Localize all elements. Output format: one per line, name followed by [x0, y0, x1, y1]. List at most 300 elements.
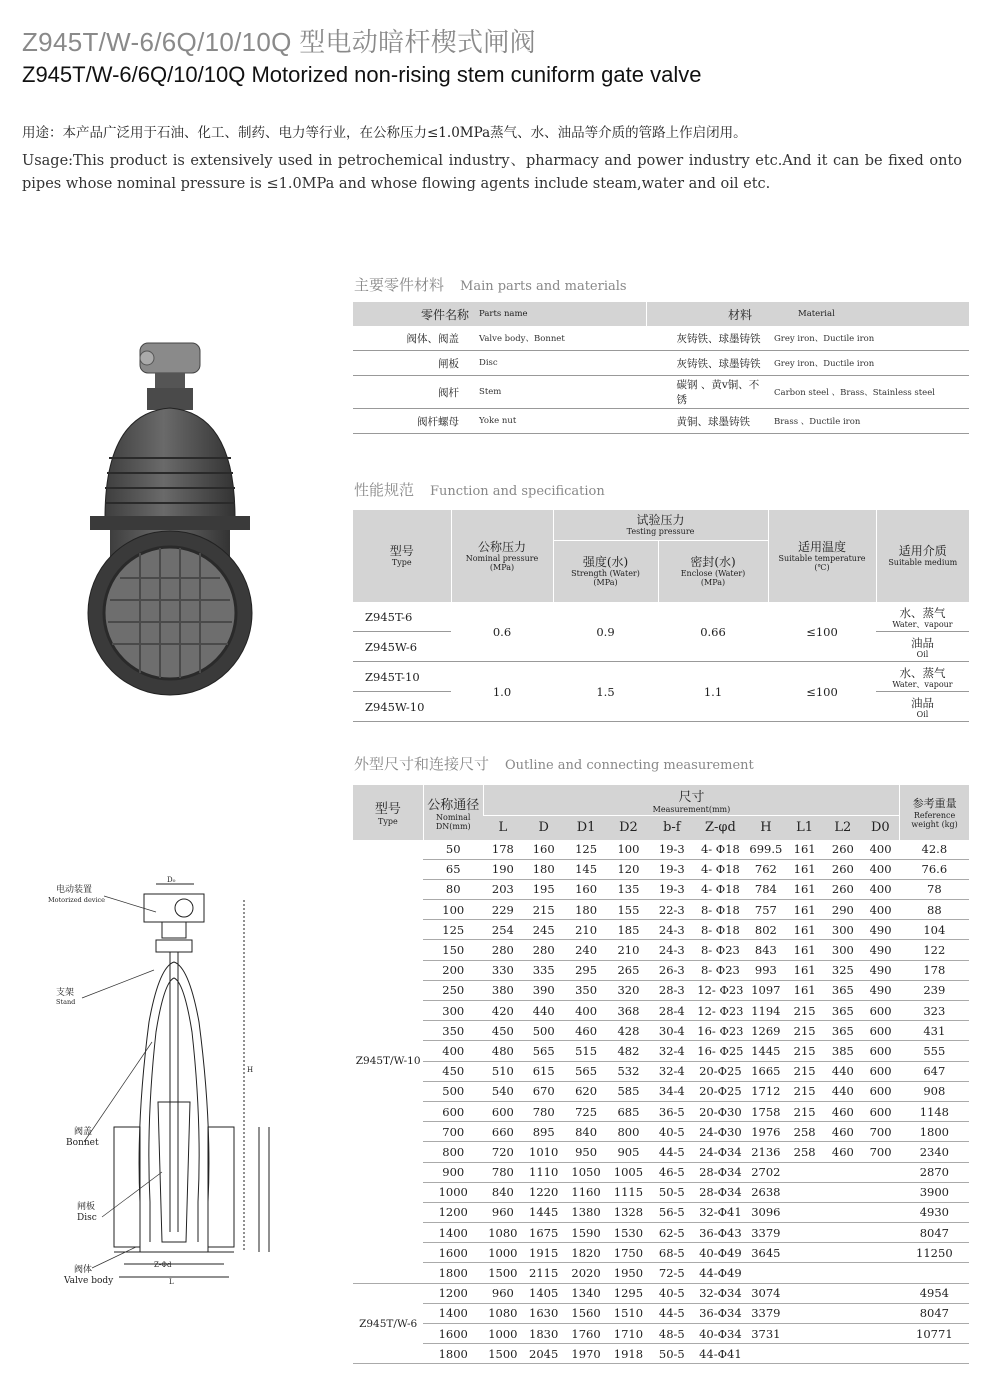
dim-cell: 1097: [747, 980, 785, 1000]
spec-enclose: 1.1: [658, 662, 768, 722]
dim-cell: 400: [861, 840, 899, 860]
dim-cell: 700: [423, 1122, 483, 1142]
dim-cell: 215: [522, 900, 564, 920]
spec-st-unit: (MPa): [593, 577, 618, 587]
dim-cell: 2020: [565, 1263, 607, 1283]
dim-row: [353, 1021, 969, 1041]
part-name-cn: 阀体、阀盖: [353, 326, 473, 351]
dim-cell: 295: [565, 960, 607, 980]
dim-cell: 290: [824, 900, 861, 920]
dim-cell: 280: [522, 940, 564, 960]
spec-np-unit: (MPa): [489, 562, 515, 572]
dim-cell: 258: [785, 1122, 824, 1142]
dim-cell: 215: [785, 1061, 824, 1081]
dim-cell: 40-Φ49: [694, 1243, 747, 1263]
dim-row: [353, 1001, 969, 1021]
parts-row: [353, 409, 969, 434]
dim-row: [353, 940, 969, 960]
dim-cell: 802: [747, 920, 785, 940]
dim-row: [353, 1041, 969, 1061]
dim-cell: 1405: [522, 1283, 564, 1303]
dim-cell: 1005: [607, 1162, 649, 1182]
dim-cell: 215: [785, 1001, 824, 1021]
dim-col-header: H: [747, 816, 785, 840]
dim-cell: 2702: [747, 1162, 785, 1182]
dim-cell: 68-5: [650, 1243, 694, 1263]
dim-cell: 145: [565, 859, 607, 879]
dim-section-cn: 外型尺寸和连接尺寸: [354, 755, 490, 773]
dim-cell: 100: [607, 840, 649, 860]
dim-cell: 16- Φ25: [694, 1041, 747, 1061]
spec-medium-cn: 油品: [911, 695, 934, 710]
dim-cell: 440: [824, 1061, 861, 1081]
spec-temp: ≤100: [768, 662, 876, 722]
material-en: Grey iron、Ductile iron: [768, 326, 969, 351]
dim-cell: 1590: [565, 1223, 607, 1243]
dim-cell: [861, 1324, 899, 1344]
spec-medium-cn: 水、蒸气: [899, 605, 946, 620]
dim-cell: [824, 1223, 861, 1243]
dim-cell: [785, 1182, 824, 1202]
spec-nominal: 1.0: [451, 662, 553, 722]
dim-cell: 300: [824, 920, 861, 940]
dim-cell: 2638: [747, 1182, 785, 1202]
dim-cell: 46-5: [650, 1162, 694, 1182]
dim-cell: 365: [824, 1001, 861, 1021]
dim-row: [353, 1182, 969, 1202]
dim-cell: 1950: [607, 1263, 649, 1283]
dim-cell: 482: [607, 1041, 649, 1061]
dim-cell: 210: [607, 940, 649, 960]
dim-cell: 480: [483, 1041, 522, 1061]
spec-table: [353, 510, 969, 722]
dim-cell: 840: [565, 1122, 607, 1142]
dim-cell: 699.5: [747, 840, 785, 860]
dim-cell: 28-4: [650, 1001, 694, 1021]
dim-cell: 1400: [423, 1303, 483, 1323]
label-motorized-cn: 电动装置: [56, 885, 93, 895]
dim-cell: 585: [607, 1081, 649, 1101]
dim-cell: 400: [861, 900, 899, 920]
spec-type-cn: 型号: [389, 544, 414, 558]
dim-cell: 1712: [747, 1081, 785, 1101]
dim-cell: 431: [900, 1021, 969, 1041]
dim-cell: 44-5: [650, 1303, 694, 1323]
dim-cell: 8- Φ18: [694, 920, 747, 940]
dim-cell: 1710: [607, 1324, 649, 1344]
dim-cell: 20-Φ25: [694, 1081, 747, 1101]
dim-cell: 1600: [423, 1243, 483, 1263]
dim-cell: 8047: [900, 1303, 969, 1323]
dim-cell: 215: [785, 1081, 824, 1101]
label-body-en: Valve body: [64, 1276, 114, 1286]
label-disc-en: Disc: [77, 1213, 97, 1223]
dim-cell: 1445: [522, 1202, 564, 1222]
material-en: Carbon steel 、Brass、Stainless steel: [768, 376, 969, 409]
dim-cell: 12- Φ23: [694, 980, 747, 1000]
dim-wt-en: Reference weight (kg): [911, 811, 958, 830]
dim-row: [353, 1243, 969, 1263]
spec-st-en: Strength (Water): [571, 568, 640, 578]
dim-cell: 4- Φ18: [694, 859, 747, 879]
dim-cell: 36-Φ34: [694, 1303, 747, 1323]
spec-med-cn: 适用介质: [898, 544, 947, 558]
dim-cell: 72-5: [650, 1263, 694, 1283]
dim-row: [353, 1223, 969, 1243]
parts-section-en: Main parts and materials: [460, 279, 627, 294]
dim-cell: 62-5: [650, 1223, 694, 1243]
dim-cell: 28-Φ34: [694, 1182, 747, 1202]
dim-cell: [861, 1182, 899, 1202]
dim-cell: [824, 1344, 861, 1364]
spec-medium: [876, 602, 969, 632]
dim-cell: 78: [900, 879, 969, 899]
dim-cell: [824, 1182, 861, 1202]
dim-cell: [785, 1324, 824, 1344]
spec-medium: [876, 662, 969, 692]
dim-cell: 120: [607, 859, 649, 879]
dim-cell: 700: [861, 1142, 899, 1162]
parts-table: [353, 302, 969, 434]
dim-cell: 1000: [483, 1243, 522, 1263]
dim-cell: 540: [483, 1081, 522, 1101]
dim-cell: 1675: [522, 1223, 564, 1243]
dim-cell: 250: [423, 980, 483, 1000]
dim-cell: 260: [824, 859, 861, 879]
spec-section-cn: 性能规范: [354, 481, 415, 499]
dim-section-title: [354, 753, 754, 774]
dim-cell: 8- Φ23: [694, 940, 747, 960]
dim-cell: [861, 1283, 899, 1303]
label-bonnet-en: Bonnet: [66, 1138, 99, 1148]
dim-row: [353, 840, 969, 860]
dim-cell: 320: [607, 980, 649, 1000]
dim-type-cell: Z945T/W-6: [353, 1283, 423, 1364]
dim-type-header: [353, 785, 423, 840]
dim-dn-cn: 公称通径: [427, 797, 480, 813]
dim-cell: 50-5: [650, 1182, 694, 1202]
dim-cell: 161: [785, 900, 824, 920]
material-cn: 灰铸铁、球墨铸铁: [646, 326, 768, 351]
dim-cell: 365: [824, 1021, 861, 1041]
dim-cell: 450: [423, 1061, 483, 1081]
spec-en-unit: (MPa): [700, 577, 726, 587]
dim-cell: 1328: [607, 1202, 649, 1222]
dim-cell: 1600: [423, 1324, 483, 1344]
dim-cell: 19-3: [650, 879, 694, 899]
dim-cell: 900: [423, 1162, 483, 1182]
dim-cell: 125: [423, 920, 483, 940]
dim-meas-en: Measurement(mm): [652, 805, 731, 814]
dim-cell: 180: [522, 859, 564, 879]
dim-cell: 1000: [423, 1182, 483, 1202]
dim-cell: 178: [483, 840, 522, 860]
dim-cell: 600: [861, 1001, 899, 1021]
part-name-en: Valve body、Bonnet: [473, 326, 646, 351]
parts-row: [353, 351, 969, 376]
label-stand-en: Stand: [56, 998, 76, 1006]
dim-cell: 762: [747, 859, 785, 879]
dim-cell: 600: [861, 1061, 899, 1081]
dim-cell: 300: [423, 1001, 483, 1021]
dim-cell: 490: [861, 940, 899, 960]
dim-cell: 600: [423, 1101, 483, 1121]
dim-cell: 1340: [565, 1283, 607, 1303]
dim-cell: 1000: [483, 1324, 522, 1344]
dim-row: [353, 1263, 969, 1283]
dim-cell: [861, 1303, 899, 1323]
dim-cell: [861, 1223, 899, 1243]
part-name-en: Yoke nut: [473, 409, 646, 434]
dim-cell: 323: [900, 1001, 969, 1021]
label-stand-cn: 支架: [56, 988, 75, 998]
part-name-en: Disc: [473, 351, 646, 376]
dim-cell: [824, 1202, 861, 1222]
dim-row: [353, 960, 969, 980]
dim-cell: 1050: [565, 1162, 607, 1182]
spec-st-cn: 强度(水): [582, 554, 629, 569]
dim-cell: 161: [785, 980, 824, 1000]
spec-medium-cn: 油品: [911, 635, 934, 650]
dim-cell: 500: [423, 1081, 483, 1101]
spec-medium-en: Oil: [916, 649, 929, 659]
dim-cell: 36-Φ43: [694, 1223, 747, 1243]
dim-cell: 260: [824, 879, 861, 899]
dim-col-header: D2: [607, 816, 649, 840]
dim-weight-header: [900, 785, 969, 840]
dim-cell: 2870: [900, 1162, 969, 1182]
spec-medium-cn: 水、蒸气: [899, 665, 946, 680]
dim-cell: 215: [785, 1101, 824, 1121]
material-en: Brass 、Ductile iron: [768, 409, 969, 434]
dim-cell: 2045: [522, 1344, 564, 1364]
label-motorized-en: Motorized device: [48, 896, 106, 904]
dim-cell: 784: [747, 879, 785, 899]
dim-cell: 161: [785, 840, 824, 860]
dim-cell: 840: [483, 1182, 522, 1202]
dim-cell: 600: [861, 1041, 899, 1061]
spec-section-en: Function and specification: [430, 484, 605, 499]
dim-cell: 22-3: [650, 900, 694, 920]
spec-enclose: 0.66: [658, 602, 768, 662]
dim-cell: 1148: [900, 1101, 969, 1121]
section-drawing: [44, 872, 284, 1292]
dim-cell: 500: [522, 1021, 564, 1041]
dim-cell: 390: [522, 980, 564, 1000]
dim-row: [353, 879, 969, 899]
dim-cell: 50: [423, 840, 483, 860]
dim-row: [353, 859, 969, 879]
label-body-cn: 阀体: [74, 1265, 93, 1275]
dim-cell: 565: [522, 1041, 564, 1061]
dim-cell: 161: [785, 940, 824, 960]
dim-cell: 160: [565, 879, 607, 899]
spec-temp-en: Suitable temperature: [778, 553, 866, 563]
dim-h-label: H: [247, 1066, 254, 1074]
spec-temp-unit: (℃): [814, 562, 830, 572]
dim-cell: 30-4: [650, 1021, 694, 1041]
dim-cell: 24-3: [650, 940, 694, 960]
dim-cell: 8- Φ23: [694, 960, 747, 980]
dim-cell: 685: [607, 1101, 649, 1121]
dim-cell: 600: [861, 1021, 899, 1041]
dim-cell: 800: [607, 1122, 649, 1142]
dim-cell: 620: [565, 1081, 607, 1101]
dim-cell: 122: [900, 940, 969, 960]
dim-cell: 215: [785, 1021, 824, 1041]
dim-cell: 28-Φ34: [694, 1162, 747, 1182]
dim-cell: 905: [607, 1142, 649, 1162]
dim-cell: 34-4: [650, 1081, 694, 1101]
spec-np-en: Nominal pressure: [465, 553, 539, 563]
dim-cell: [747, 1263, 785, 1283]
spec-en-en: Enclose (Water): [680, 568, 746, 578]
dim-cell: [824, 1283, 861, 1303]
dim-cell: 1510: [607, 1303, 649, 1323]
dim-row: [353, 1162, 969, 1182]
dim-cell: 565: [565, 1061, 607, 1081]
dim-cell: 600: [483, 1101, 522, 1121]
page-title-cn: Z945T/W-6/6Q/10/10Q 型电动暗杆楔式闸阀: [22, 27, 536, 57]
dim-col-header: Z-φd: [694, 816, 747, 840]
label-bonnet-cn: 阀盖: [74, 1127, 93, 1137]
dim-cell: 490: [861, 920, 899, 940]
dim-meas-header: [483, 785, 899, 816]
dim-cell: 11250: [900, 1243, 969, 1263]
dim-cell: 950: [565, 1142, 607, 1162]
dim-cell: 50-5: [650, 1344, 694, 1364]
dim-cell: 80: [423, 879, 483, 899]
dim-cell: 400: [423, 1041, 483, 1061]
dim-cell: 1295: [607, 1283, 649, 1303]
spec-medium: [876, 632, 969, 662]
dim-cell: 160: [522, 840, 564, 860]
dim-cell: 1750: [607, 1243, 649, 1263]
dim-cell: 490: [861, 960, 899, 980]
spec-strength-header: [553, 540, 658, 602]
dim-cell: 1665: [747, 1061, 785, 1081]
dim-cell: 1820: [565, 1243, 607, 1263]
dim-cell: 350: [423, 1021, 483, 1041]
dim-row: [353, 1061, 969, 1081]
dimension-table: [353, 785, 969, 1364]
dim-cell: 100: [423, 900, 483, 920]
dim-type-cn: 型号: [374, 802, 401, 818]
parts-name-en-header: Parts name: [473, 302, 646, 326]
dim-cell: 780: [522, 1101, 564, 1121]
dim-cell: 1080: [483, 1303, 522, 1323]
spec-type-en: Type: [391, 558, 412, 567]
dim-cell: 12- Φ23: [694, 1001, 747, 1021]
dim-cell: 3731: [747, 1324, 785, 1344]
dim-cell: 36-5: [650, 1101, 694, 1121]
dim-meas-cn: 尺寸: [678, 790, 705, 805]
dim-cell: [861, 1202, 899, 1222]
dim-cell: 254: [483, 920, 522, 940]
dim-cell: 400: [861, 859, 899, 879]
dim-l-label: L: [169, 1278, 174, 1286]
spec-temp-cn: 适用温度: [797, 539, 846, 554]
dim-cell: 16- Φ23: [694, 1021, 747, 1041]
dim-cell: 1915: [522, 1243, 564, 1263]
dim-col-header: D1: [565, 816, 607, 840]
dim-cell: 178: [900, 960, 969, 980]
dim-cell: 280: [483, 940, 522, 960]
parts-section-title: [354, 274, 627, 295]
dim-cell: 185: [607, 920, 649, 940]
dim-cell: 1160: [565, 1182, 607, 1202]
page-title-en: Z945T/W-6/6Q/10/10Q Motorized non-rising stem cuniform gate valve: [22, 62, 702, 87]
material-en: Grey iron、Ductile iron: [768, 351, 969, 376]
dim-cell: 195: [522, 879, 564, 899]
dim-cell: 440: [522, 1001, 564, 1021]
dim-cell: 460: [824, 1142, 861, 1162]
spec-enclose-header: [658, 540, 768, 602]
dim-row: [353, 1081, 969, 1101]
dim-cell: 2136: [747, 1142, 785, 1162]
dim-cell: 908: [900, 1081, 969, 1101]
dim-cell: 1560: [565, 1303, 607, 1323]
part-name-en: Stem: [473, 376, 646, 409]
spec-type-header: [353, 510, 451, 602]
dim-cell: 555: [900, 1041, 969, 1061]
dim-row: [353, 900, 969, 920]
dim-cell: 350: [565, 980, 607, 1000]
dim-cell: 368: [607, 1001, 649, 1021]
material-cn: 黄铜、球墨铸铁: [646, 409, 768, 434]
spec-nominal-header: [451, 510, 553, 602]
dim-cell: 10771: [900, 1324, 969, 1344]
dim-cell: 229: [483, 900, 522, 920]
parts-row: [353, 326, 969, 351]
dim-cell: 4- Φ18: [694, 879, 747, 899]
spec-row: [353, 602, 969, 632]
spec-section-title: [354, 479, 605, 500]
dim-cell: 1445: [747, 1041, 785, 1061]
dim-cell: 265: [607, 960, 649, 980]
spec-medium: [876, 692, 969, 722]
dim-cell: 1110: [522, 1162, 564, 1182]
dim-cell: 3379: [747, 1223, 785, 1243]
spec-testing-header: [553, 510, 768, 540]
dim-row: [353, 1142, 969, 1162]
dim-cell: 135: [607, 879, 649, 899]
dim-cell: [861, 1263, 899, 1283]
dim-cell: [785, 1243, 824, 1263]
dim-cell: [785, 1283, 824, 1303]
dim-cell: 161: [785, 960, 824, 980]
dim-cell: 800: [423, 1142, 483, 1162]
dim-cell: 203: [483, 879, 522, 899]
dim-cell: 400: [861, 879, 899, 899]
dim-dn-en: Nominal DN(mm): [435, 812, 471, 831]
dim-row: [353, 1344, 969, 1364]
dim-cell: 161: [785, 859, 824, 879]
dim-cell: 400: [565, 1001, 607, 1021]
dim-cell: 600: [861, 1101, 899, 1121]
material-cn: 碳钢 、黄v铜、不锈: [646, 376, 768, 409]
spec-medium-en: Oil: [916, 709, 929, 719]
spec-medium-en: Water、vapour: [892, 619, 953, 629]
dim-cell: 215: [785, 1041, 824, 1061]
dim-cell: 32-Φ34: [694, 1283, 747, 1303]
dim-cell: 155: [607, 900, 649, 920]
dim-cell: 260: [824, 840, 861, 860]
dim-cell: 24-Φ34: [694, 1142, 747, 1162]
dim-wt-cn: 参考重量: [912, 797, 957, 811]
part-name-cn: 阀杆螺母: [353, 409, 473, 434]
spec-medium-header: [876, 510, 969, 602]
